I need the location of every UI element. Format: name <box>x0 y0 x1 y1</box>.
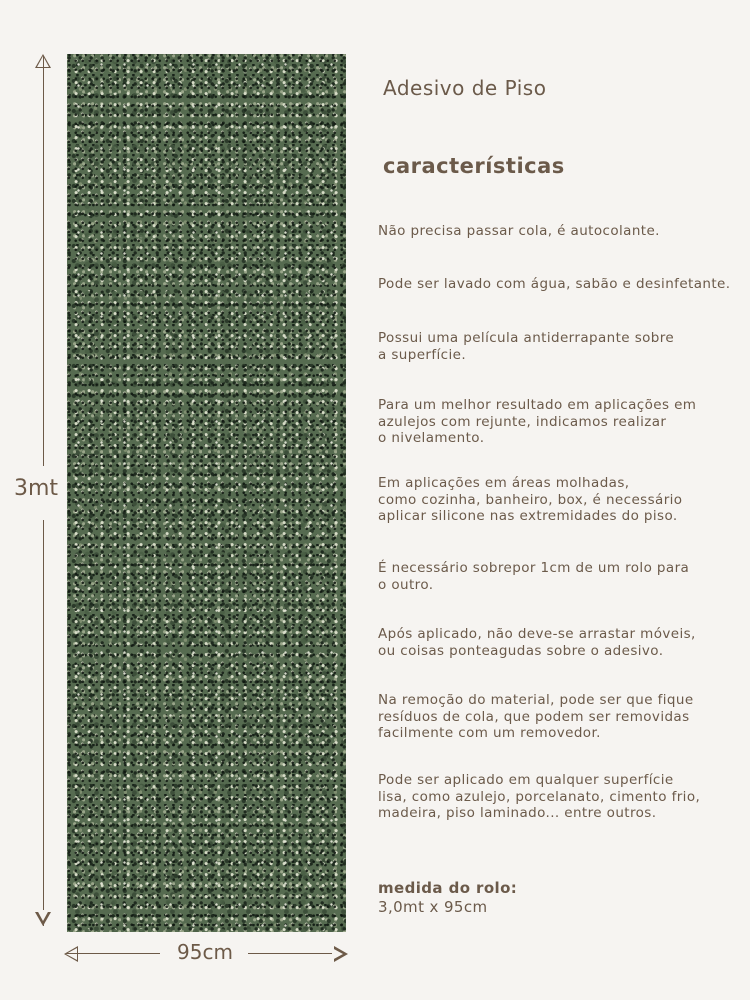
height-dimension-line-top <box>43 56 44 466</box>
feature-item: Para um melhor resultado em aplicações em azulejos com rejunte, indicamos realizar o nivelamento. <box>378 397 697 446</box>
feature-item: É necessário sobrepor 1cm de um rolo para o outro. <box>378 560 690 593</box>
roll-size-value: 3,0mt x 95cm <box>378 898 488 916</box>
feature-item: Não precisa passar cola, é autocolante. <box>378 223 660 239</box>
feature-item: Pode ser lavado com água, sabão e desinfetante. <box>378 276 731 292</box>
feature-item: Em aplicações em áreas molhadas, como cozinha, banheiro, box, é necessário aplicar silicone nas extremidades do piso. <box>378 475 683 524</box>
height-dimension-line-bottom <box>43 520 44 926</box>
feature-item: Pode ser aplicado em qualquer superfície lisa, como azulejo, porcelanato, cimento frio, madeira, piso laminado... entre outros. <box>378 772 701 821</box>
section-title: características <box>383 154 565 178</box>
feature-item: Possui uma película antiderrapante sobre a superfície. <box>378 330 675 363</box>
terrazzo-swatch-image <box>67 54 346 932</box>
product-title: Adesivo de Piso <box>383 76 547 100</box>
width-arrow-right-icon <box>334 946 348 962</box>
feature-item: Após aplicado, não deve-se arrastar móveis, ou coisas ponteagudas sobre o adesivo. <box>378 626 696 659</box>
height-dimension-label: 3mt <box>14 476 59 501</box>
height-arrow-bottom-icon <box>35 912 51 926</box>
width-arrow-left-icon <box>64 946 78 962</box>
width-dimension-line-left <box>66 953 162 954</box>
width-dimension-label: 95cm <box>160 940 250 964</box>
feature-item: Na remoção do material, pode ser que fique resíduos de cola, que podem ser removidas facilmente com um removedor. <box>378 692 694 741</box>
roll-size-label: medida do rolo: <box>378 879 518 897</box>
